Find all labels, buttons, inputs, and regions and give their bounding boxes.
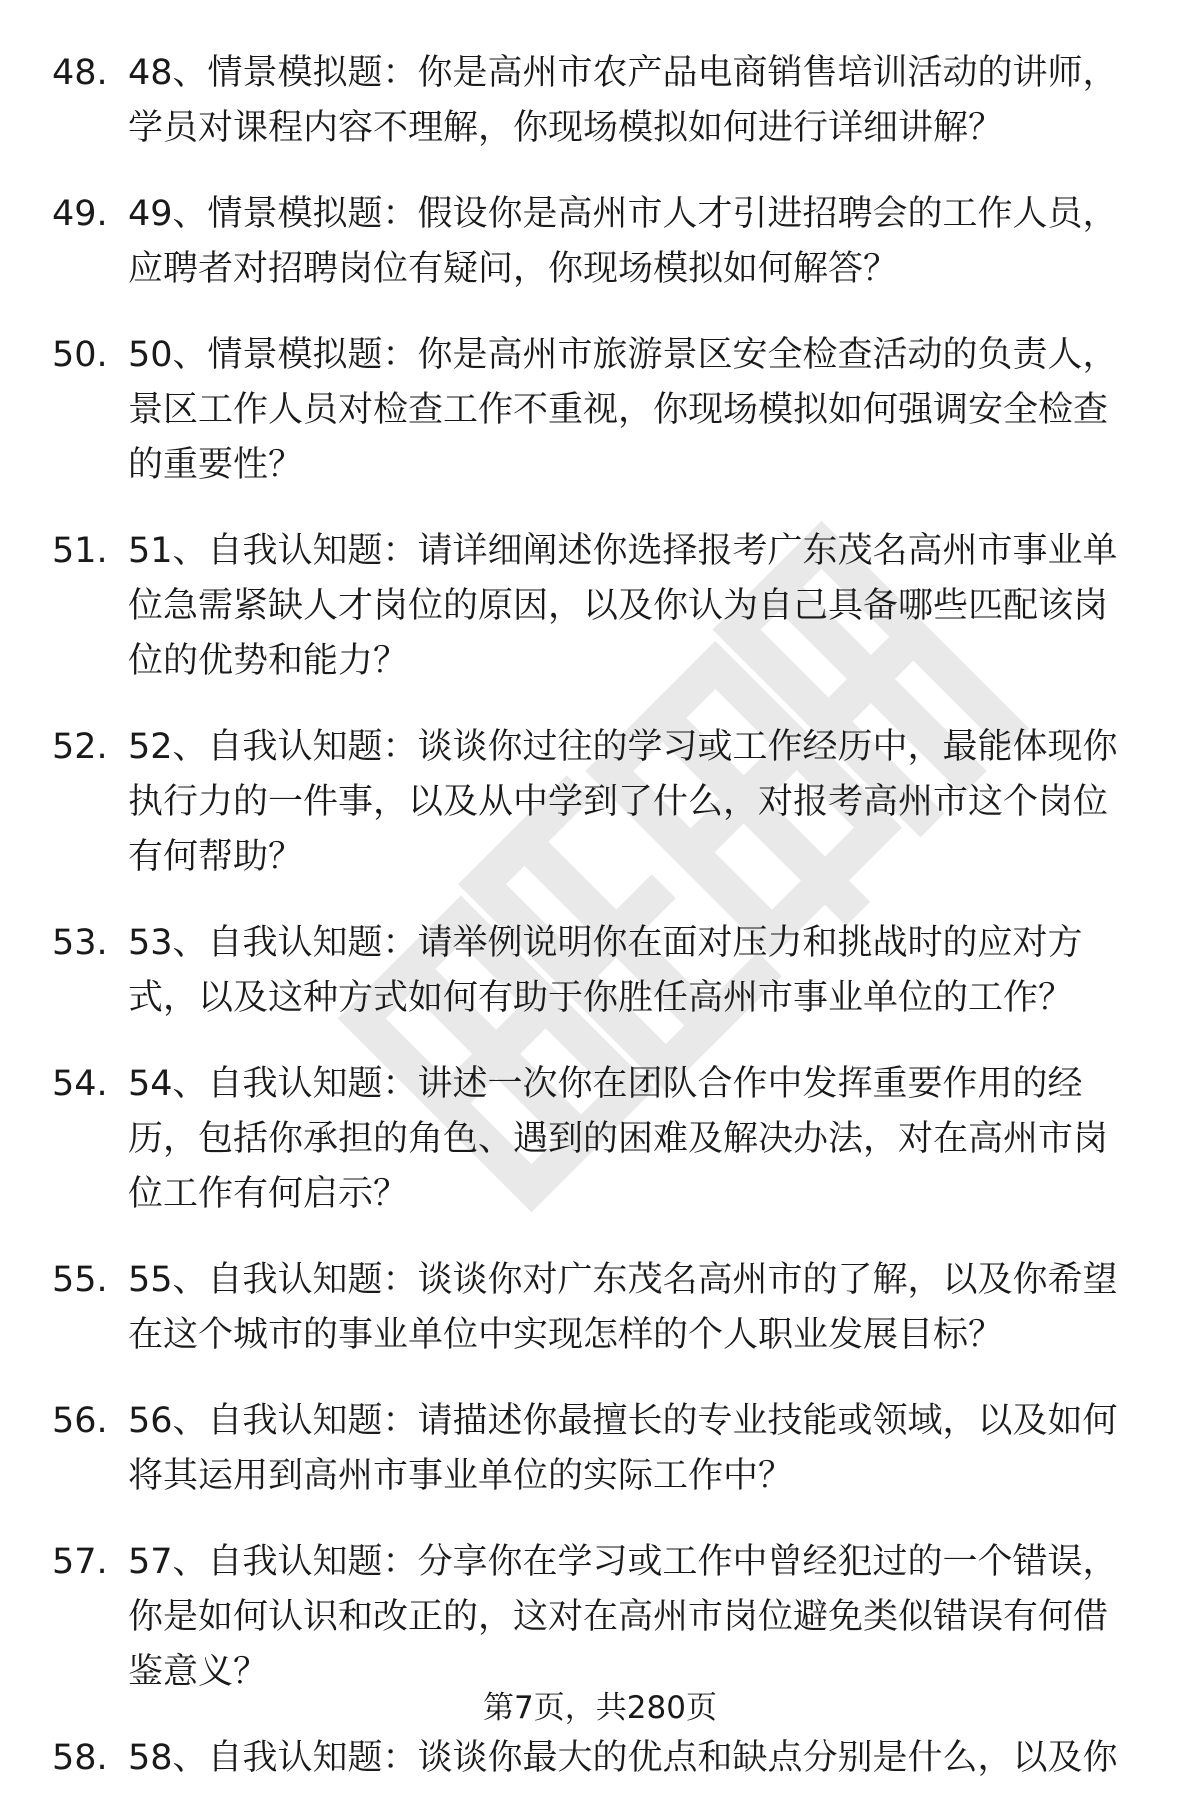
question-item [0,1731,1200,1786]
question-item [0,187,1200,297]
question-item [0,1535,1200,1700]
question-number: 54. [52,1064,108,1104]
question-number: 51. [52,531,108,571]
question-text: 56、自我认知题：请描述你最擅长的专业技能或领域，以及如何将其运用到高州市事业单位的实际工作中？ [128,1401,1118,1496]
page-number-label: 第7页，共280页 [483,1690,717,1726]
question-text: 51、自我认知题：请详细阐述你选择报考广东茂名高州市事业单位急需紧缺人才岗位的原因，以及你认为自己具备哪些匹配该岗位的优势和能力？ [128,531,1118,681]
question-number: 50. [52,335,108,375]
question-item [0,1394,1200,1504]
question-number: 53. [52,923,108,963]
question-text: 52、自我认知题：谈谈你过往的学习或工作经历中，最能体现你执行力的一件事，以及从中学到了什么，对报考高州市这个岗位有何帮助？ [128,727,1118,877]
question-text: 57、自我认知题：分享你在学习或工作中曾经犯过的一个错误，你是如何认识和改正的，这对在高州市岗位避免类似错误有何借鉴意义？ [128,1542,1118,1692]
question-item [0,1057,1200,1222]
question-text: 58、自我认知题：谈谈你最大的优点和缺点分别是什么，以及你 [128,1738,1118,1778]
question-item [0,916,1200,1026]
question-number: 49. [52,194,108,234]
question-item [0,524,1200,689]
question-number: 58. [52,1738,108,1778]
question-number: 57. [52,1542,108,1582]
page-footer [0,1683,1200,1733]
question-item [0,720,1200,885]
question-text: 54、自我认知题：讲述一次你在团队合作中发挥重要作用的经历，包括你承担的角色、遇到的困难及解决办法，对在高州市岗位工作有何启示？ [128,1064,1109,1214]
question-list [0,46,1200,1817]
question-number: 55. [52,1260,108,1300]
question-number: 48. [52,53,108,93]
question-item [0,328,1200,493]
question-text: 55、自我认知题：谈谈你对广东茂名高州市的了解，以及你希望在这个城市的事业单位中实现怎样的个人职业发展目标？ [128,1260,1118,1355]
question-number: 52. [52,727,108,767]
question-item [0,46,1200,156]
question-item [0,1253,1200,1363]
question-text: 48、情景模拟题：你是高州市农产品电商销售培训活动的讲师，学员对课程内容不理解，你现场模拟如何进行详细讲解？ [128,53,1118,148]
question-number: 56. [52,1401,108,1441]
question-text: 49、情景模拟题：假设你是高州市人才引进招聘会的工作人员，应聘者对招聘岗位有疑问，你现场模拟如何解答？ [128,194,1118,289]
question-text: 53、自我认知题：请举例说明你在面对压力和挑战时的应对方式，以及这种方式如何有助于你胜任高州市事业单位的工作？ [128,923,1083,1018]
question-text: 50、情景模拟题：你是高州市旅游景区安全检查活动的负责人，景区工作人员对检查工作不重视，你现场模拟如何强调安全检查的重要性？ [128,335,1118,485]
